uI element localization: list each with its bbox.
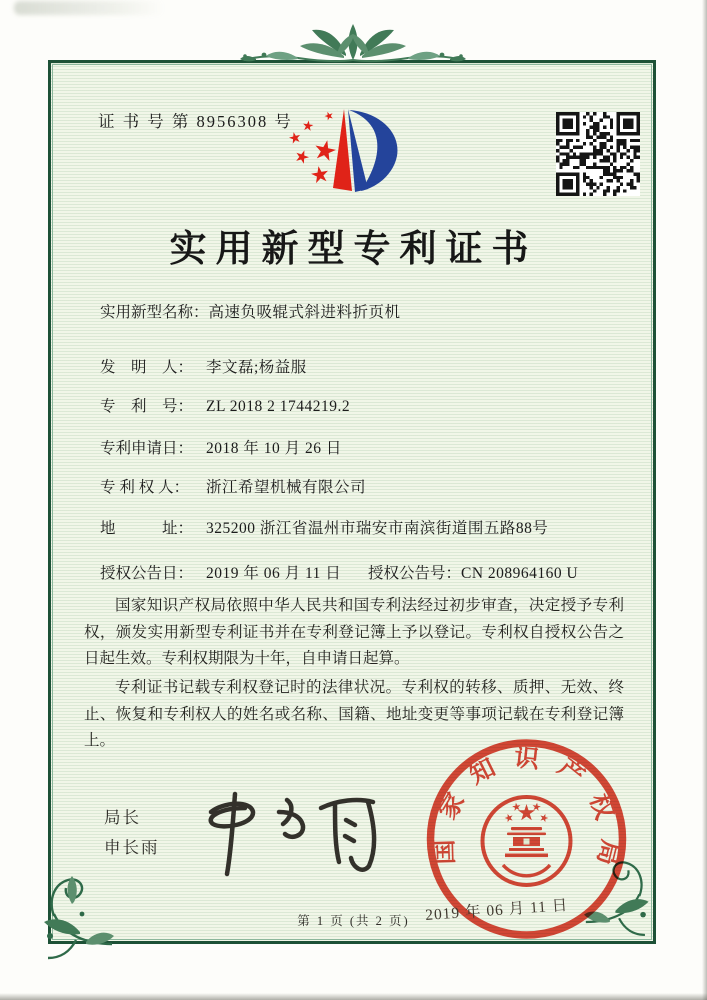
field-value: ZL 2018 2 1744219.2 [206,398,351,415]
field-value: 李文磊;杨益服 [206,359,307,376]
field-row-patentee [100,475,366,497]
certificate-number: 证 书 号 第 8956308 号 [98,112,293,131]
field-label: 地 址： [100,520,194,537]
field-label: 专利申请日： [100,440,194,457]
field-label: 授权公告号： [368,565,462,582]
field-row-address [100,516,548,538]
handwritten-signature [183,786,388,888]
top-flourish-ornament [238,14,468,64]
seal-ring-text: 国家知识产权局 [430,744,624,885]
field-row-filing-date [100,436,342,458]
certificate-title: 实用新型专利证书 [169,229,538,270]
field-row-grant [100,561,640,583]
field-value: 325200 浙江省温州市瑞安市南滨街道围五路88号 [206,520,549,537]
director-block [104,810,160,869]
cnipa-logo-icon [277,94,427,204]
paper-edge-bottom [0,993,707,1000]
qr-code-icon [556,112,640,196]
page-number-footer: 第 1 页 (共 2 页) [297,914,410,928]
director-title: 局长 [104,808,141,827]
field-grant-number [368,561,578,583]
field-row-utility-model-name [100,300,401,322]
field-value: 2019 年 06 月 11 日 [206,565,342,582]
legal-text-block [84,593,624,757]
field-label: 授权公告日： [100,565,194,582]
director-name: 申长雨 [104,837,160,857]
field-label: 专 利 权 人： [100,479,190,496]
scan-smudge [14,1,164,15]
seal-date: 2019 年 06 月 11 日 [424,897,569,924]
field-value: 2018 年 10 月 26 日 [206,440,342,457]
legal-paragraph-2: 专利证书记载专利权登记时的法律状况。专利权的转移、质押、无效、终止、恢复和专利权人的姓名或名称、国籍、地址变更等事项记载在专利登记簿上。 [84,678,624,750]
field-row-patent-number [100,394,350,416]
field-value: 高速负吸辊式斜进料折页机 [208,304,401,321]
field-value: CN 208964160 U [461,565,579,582]
paper-edge-right [702,0,707,1000]
field-row-inventor [100,355,307,377]
field-label: 实用新型名称： [100,304,209,321]
field-value: 浙江希望机械有限公司 [206,479,367,496]
field-label: 专 利 号： [100,398,194,415]
field-label: 发 明 人： [100,359,194,376]
legal-paragraph-1: 国家知识产权局依照中华人民共和国专利法经过初步审查，决定授予专利权，颁发实用新型专利证书并在专利登记簿上予以登记。专利权自授权公告之日起生效。专利权期限为十年，自申请日起算。 [84,597,624,668]
